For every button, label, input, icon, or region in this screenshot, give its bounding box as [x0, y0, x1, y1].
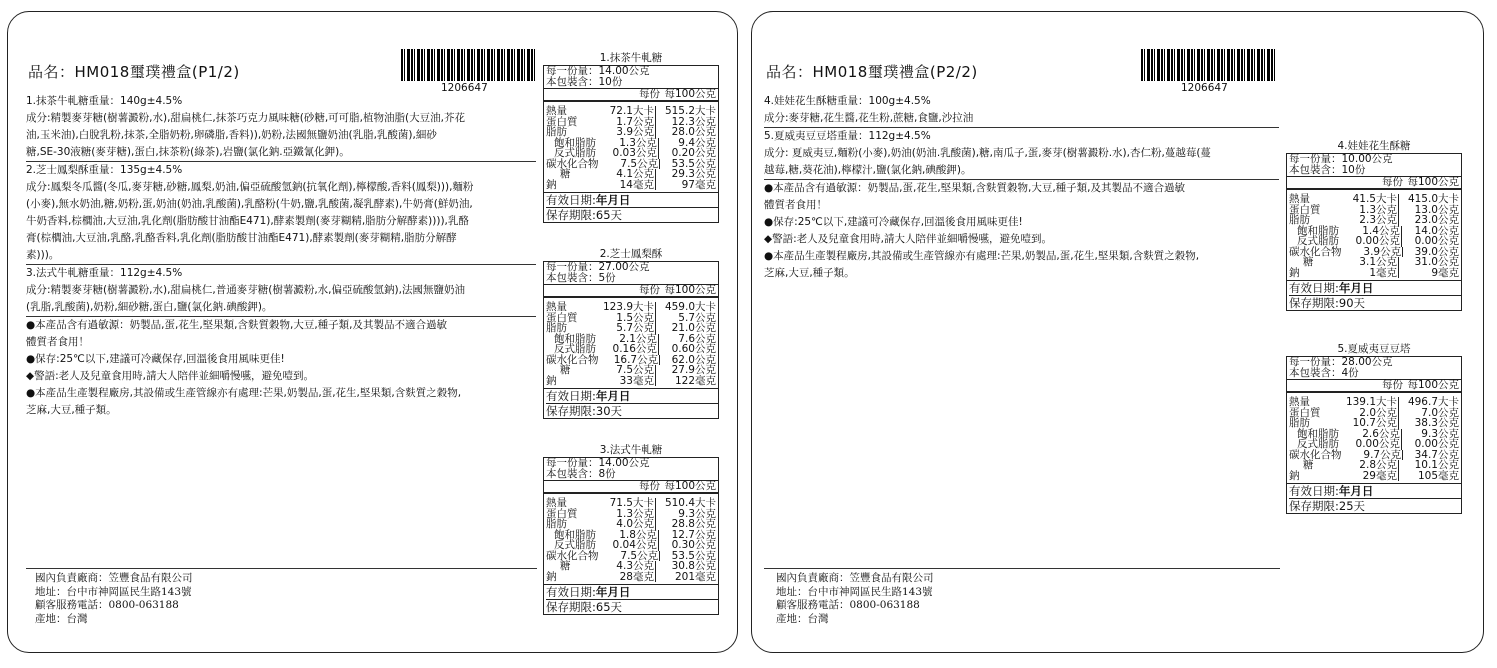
- shelf-life: 保存期限:65天: [546, 208, 623, 222]
- nutrient-label: 鈉: [1289, 469, 1300, 482]
- column-headers: [1287, 177, 1461, 190]
- expiry-date: [546, 585, 718, 600]
- nutrient-row: [544, 127, 718, 138]
- col-per-100g: 每100公克: [664, 88, 716, 100]
- expiry-info: [544, 389, 718, 418]
- notice-line: ◆警語:老人及兒童食用時,請大人陪伴並細嚼慢嚥，避免噎到。: [26, 370, 314, 382]
- nutrition-facts-box: [543, 52, 719, 223]
- ingredient-line: 成分:精製麥芽糖(樹薯澱粉,水),甜扁桃仁,普通麥芽糖(樹薯澱粉,水,偏亞硫酸氫鈉),法國無鹽奶油: [26, 284, 465, 296]
- nutrient-label: 糖: [1303, 256, 1314, 268]
- value-per-100g: 9.3公克: [678, 507, 716, 520]
- column-headers: [544, 285, 718, 298]
- nutrient-label: 飽和脂肪: [554, 136, 596, 149]
- col-per-serving: 每份: [639, 284, 660, 296]
- value-per-serving: 4.3公克: [590, 561, 656, 572]
- value-per-serving: 33毫克: [590, 376, 656, 387]
- column-headers: [1287, 380, 1461, 393]
- ingredient-line: 越莓,糖,葵花油),檸檬汁,鹽(氯化鈉,碘酸鉀)。: [764, 164, 972, 176]
- nutrient-label: 脂肪: [1289, 214, 1310, 226]
- footer-divider: [26, 568, 537, 569]
- section-heading: 1.抹茶牛軋糖重量：140g±4.5%: [26, 95, 183, 107]
- nutrient-rows: [544, 298, 718, 389]
- nutrient-label: 熱量: [1289, 396, 1310, 408]
- value-per-serving: 1.4公克: [1339, 226, 1402, 237]
- value-per-100g: 27.9公克: [671, 364, 716, 376]
- value-per-serving: 123.9大卡: [590, 302, 656, 313]
- expiry-label: 有效日期:: [1289, 484, 1339, 498]
- nutrient-rows: [544, 494, 718, 585]
- nutrition-table: [1286, 356, 1462, 514]
- servings-per-package: 本包裝含：10份: [544, 77, 718, 89]
- expiry-info: [544, 585, 718, 614]
- nutrient-row: [544, 498, 718, 509]
- barcode-image: [401, 49, 537, 81]
- nutrient-label: 鈉: [546, 570, 557, 583]
- value-per-100g: 7.6公克: [678, 332, 716, 345]
- notice-line: 體質者食用！: [26, 336, 89, 348]
- value-per-serving: 1.8公克: [596, 530, 659, 541]
- nutrient-row: [1287, 215, 1461, 226]
- nutrient-label: 反式脂肪: [554, 539, 596, 551]
- value-per-100g: 30.8公克: [671, 560, 716, 572]
- value-per-serving: 0.04公克: [596, 540, 659, 551]
- nutrition-table: [543, 261, 719, 419]
- nutrient-row: [544, 540, 718, 551]
- nutrition-table: [543, 457, 719, 615]
- nutrient-label: 飽和脂肪: [1297, 427, 1339, 440]
- ingredient-section: [26, 265, 536, 317]
- nutrient-label: 鈉: [546, 374, 557, 387]
- ingredient-section: [26, 93, 536, 162]
- value-per-serving: 72.1大卡: [590, 106, 656, 117]
- nutrient-row: [1287, 418, 1461, 429]
- nutrient-label: 脂肪: [546, 126, 567, 138]
- value-per-serving: 7.5公克: [590, 365, 656, 376]
- nutrient-label: 反式脂肪: [554, 147, 596, 159]
- value-per-100g: 0.00公克: [1414, 438, 1459, 450]
- nutrient-label: 碳水化合物: [546, 157, 599, 170]
- product-title: 品名：HM018璽璞禮盒(P2/2): [766, 63, 978, 81]
- nutrient-label: 脂肪: [1289, 417, 1310, 429]
- nutrient-label: 飽和脂肪: [554, 528, 596, 541]
- value-per-100g: 122毫克: [674, 374, 716, 387]
- nutrient-label: 糖: [560, 560, 571, 572]
- column-headers: [544, 89, 718, 102]
- col-per-serving: 每份: [1382, 176, 1403, 188]
- barcode-number: 1206647: [1181, 82, 1228, 94]
- value-per-serving: 1毫克: [1333, 268, 1399, 279]
- section-heading: 2.芝士鳳梨酥重量：135g±4.5%: [26, 164, 183, 176]
- ingredients-area: [764, 93, 1279, 282]
- ingredient-section: [764, 128, 1279, 180]
- value-per-100g: 28.0公克: [671, 126, 716, 138]
- address-line: 地址：台中市神岡區民生路143號: [35, 585, 192, 598]
- expiry-label: 有效日期:: [1289, 281, 1339, 295]
- phone-line: 顧客服務電話：0800-063188: [776, 599, 920, 611]
- label-panel-2: [751, 11, 1484, 653]
- nutrient-label: 熱量: [1289, 193, 1310, 205]
- nutrition-facts-box: [543, 248, 719, 419]
- nutrient-label: 飽和脂肪: [554, 332, 596, 345]
- nutrient-row: [544, 169, 718, 180]
- notice-line: 芝麻,大豆,種子類。: [26, 404, 117, 416]
- ingredient-line: 成分: 夏威夷豆,麵粉(小麥),奶油(奶油.乳酸菌),糖,南瓜子,蛋,麥芽(樹薯澱粉.水),杏仁粉,蔓越莓(蔓: [764, 147, 1211, 159]
- notice-line: ◆警語:老人及兒童食用時,請大人陪伴並細嚼慢嚥，避免噎到。: [764, 233, 1052, 245]
- notice-line: ●本產品含有過敏源：奶製品,蛋,花生,堅果類,含麩質穀物,大豆,種子類,及其製品不適合過敏: [764, 182, 1186, 194]
- value-per-100g: 10.1公克: [1414, 459, 1459, 471]
- value-per-100g: 9.4公克: [678, 136, 716, 149]
- nutrient-row: [544, 323, 718, 334]
- nutrient-row: [544, 106, 718, 117]
- value-per-serving: 3.1公克: [1333, 257, 1399, 268]
- value-per-serving: 5.7公克: [590, 323, 656, 334]
- notice-line: ●保存:25℃以下,建議可冷藏保存,回溫後食用風味更佳!: [26, 353, 285, 365]
- value-per-serving: 4.0公克: [590, 519, 656, 530]
- ingredient-line: 成分:麥芽糖,花生醬,花生粉,蔗糖,食鹽,沙拉油: [764, 112, 974, 124]
- nutrient-label: 糖: [1303, 459, 1314, 471]
- section-heading: 4.娃娃花生酥糖重量：100g±4.5%: [764, 95, 931, 107]
- value-per-serving: 139.1大卡: [1333, 397, 1399, 408]
- manufacturer-info: [35, 572, 193, 626]
- value-per-100g: 0.60公克: [671, 343, 716, 355]
- nutrient-label: 蛋白質: [546, 507, 578, 520]
- nutrient-label: 脂肪: [546, 322, 567, 334]
- nutrient-label: 蛋白質: [546, 115, 578, 128]
- section-heading: 3.法式牛軋糖重量：112g±4.5%: [26, 267, 183, 279]
- value-per-100g: 510.4大卡: [664, 497, 716, 509]
- origin-line: 產地：台灣: [35, 612, 88, 625]
- value-per-serving: 71.5大卡: [590, 498, 656, 509]
- ingredient-line: 牛奶香料,棕櫚油,大豆油,乳化劑(脂肪酸甘油酯E471),酵素製劑(麥芽糊精,脂肪分解酵素)))),乳酪: [26, 215, 469, 227]
- serving-size: 每一份量：14.00公克: [546, 457, 650, 469]
- servings-per-package: 本包裝含：8份: [544, 469, 718, 481]
- expiry-label: 有效日期:: [546, 193, 596, 207]
- nutrient-row: [1287, 471, 1461, 482]
- value-per-100g: 29.3公克: [671, 168, 716, 180]
- value-per-100g: 12.3公克: [671, 115, 716, 128]
- nutrient-label: 蛋白質: [1289, 406, 1321, 419]
- serving-size: 每一份量：10.00公克: [1289, 153, 1393, 165]
- notice-line: 體質者食用！: [764, 199, 827, 211]
- value-per-serving: 0.00公克: [1339, 439, 1402, 450]
- notice-line: 芝麻,大豆,種子類。: [764, 267, 855, 279]
- product-title: 品名：HM018璽璞禮盒(P1/2): [28, 63, 240, 81]
- ingredient-line: 成分:精製麥芽糖(樹薯澱粉,水),甜扁桃仁,抹茶巧克力風味糖(砂糖,可可脂,植物油脂(大豆油,芥花: [26, 112, 465, 124]
- ingredient-line: (小麥),無水奶油,糖,奶粉,蛋,奶油(奶油,乳酸菌),乳酪粉(牛奶,鹽,乳酸菌,凝乳酵素),牛奶膏(鮮奶油,: [26, 198, 473, 210]
- nutrient-row: [544, 180, 718, 191]
- nutrient-rows: [544, 102, 718, 193]
- nutrient-label: 反式脂肪: [1297, 235, 1339, 247]
- nutrient-rows: [1287, 190, 1461, 281]
- ingredient-line: 糖,SE-30液糖(麥芽糖),蛋白,抹茶粉(綠茶),岩鹽(氯化鈉.亞鐵氰化鉀)。: [26, 146, 350, 158]
- nutrient-rows: [1287, 393, 1461, 484]
- value-per-100g: 9毫克: [1431, 266, 1459, 279]
- expiry-value: 年月日: [1338, 281, 1374, 295]
- value-per-serving: 29毫克: [1333, 471, 1399, 482]
- expiry-label: 有效日期:: [546, 389, 596, 403]
- value-per-serving: 28毫克: [590, 572, 656, 583]
- value-per-100g: 62.0公克: [671, 353, 716, 366]
- expiry-date: [1289, 484, 1461, 499]
- value-per-serving: 2.8公克: [1333, 460, 1399, 471]
- ingredient-line: 油,玉米油),白脫乳粉,抹茶,全脂奶粉,卵磷脂,香料)),奶粉,法國無鹽奶油(乳脂,乳酸菌),細砂: [26, 129, 437, 141]
- value-per-100g: 0.00公克: [1414, 235, 1459, 247]
- value-per-serving: 2.6公克: [1339, 429, 1402, 440]
- notice-line: ●保存:25℃以下,建議可冷藏保存,回溫後食用風味更佳!: [764, 216, 1023, 228]
- value-per-serving: 2.1公克: [596, 334, 659, 345]
- value-per-100g: 97毫克: [681, 178, 716, 191]
- nutrient-row: [1287, 194, 1461, 205]
- nutrition-title: 1.抹茶牛軋糖: [599, 52, 663, 64]
- nutrient-label: 鈉: [546, 178, 557, 191]
- ingredients-area: [26, 93, 536, 419]
- nutrient-row: [544, 344, 718, 355]
- nutrient-row: [544, 365, 718, 376]
- value-per-100g: 415.0大卡: [1407, 193, 1459, 205]
- value-per-100g: 53.5公克: [671, 157, 716, 170]
- shelf-life: 保存期限:30天: [546, 404, 623, 418]
- value-per-100g: 515.2大卡: [664, 105, 716, 117]
- nutrient-label: 反式脂肪: [554, 343, 596, 355]
- ingredient-line: 膏(棕櫚油,大豆油,乳酪,乳酪香料,乳化劑(脂肪酸甘油酯E471),酵素製劑(麥芽糊精,脂肪分解酵: [26, 232, 457, 244]
- expiry-date: [546, 389, 718, 404]
- value-per-serving: 4.1公克: [590, 169, 656, 180]
- value-per-100g: 13.0公克: [1414, 203, 1459, 216]
- shelf-life: 保存期限:65天: [546, 600, 623, 614]
- value-per-serving: 41.5大卡: [1333, 194, 1399, 205]
- nutrient-row: [544, 376, 718, 387]
- value-per-100g: 31.0公克: [1414, 256, 1459, 268]
- expiry-value: 年月日: [595, 585, 631, 599]
- value-per-serving: 7.5公克: [599, 159, 661, 170]
- value-per-serving: 1.7公克: [590, 117, 656, 128]
- value-per-100g: 0.30公克: [671, 539, 716, 551]
- column-headers: [544, 481, 718, 494]
- ingredient-section: [764, 93, 1279, 128]
- notice-line: ●本產品生產製程廠房,其設備或生產管線亦有處理:芒果,奶製品,蛋,花生,堅果類,含麩質之穀物,: [26, 387, 462, 399]
- value-per-100g: 34.7公克: [1414, 448, 1459, 461]
- serving-size: 每一份量：27.00公克: [546, 261, 650, 273]
- serving-size: 每一份量：14.00公克: [546, 65, 650, 77]
- expiry-date: [1289, 281, 1461, 296]
- value-per-100g: 105毫克: [1417, 469, 1459, 482]
- col-per-serving: 每份: [639, 88, 660, 100]
- value-per-100g: 9.3公克: [1421, 427, 1459, 440]
- ingredient-line: 素)))。: [26, 249, 60, 261]
- nutrient-label: 碳水化合物: [546, 353, 599, 366]
- address-line: 地址：台中市神岡區民生路143號: [776, 585, 933, 598]
- value-per-100g: 5.7公克: [678, 311, 716, 324]
- nutrient-label: 碳水化合物: [1289, 448, 1342, 461]
- value-per-serving: 0.16公克: [596, 344, 659, 355]
- col-per-100g: 每100公克: [1407, 176, 1459, 188]
- nutrient-row: [1287, 236, 1461, 247]
- expiry-value: 年月日: [1338, 484, 1374, 498]
- value-per-100g: 53.5公克: [671, 549, 716, 562]
- nutrient-row: [544, 302, 718, 313]
- value-per-100g: 21.0公克: [671, 322, 716, 334]
- nutrition-title: 4.娃娃花生酥糖: [1337, 140, 1411, 152]
- nutrient-label: 熱量: [546, 105, 567, 117]
- nutrient-label: 碳水化合物: [1289, 245, 1342, 258]
- col-per-100g: 每100公克: [1407, 379, 1459, 391]
- manufacturer-info: [776, 572, 934, 626]
- value-per-serving: 16.7公克: [599, 355, 661, 366]
- value-per-serving: 2.3公克: [1333, 215, 1399, 226]
- value-per-100g: 496.7大卡: [1407, 396, 1459, 408]
- value-per-serving: 1.3公克: [1333, 205, 1399, 216]
- nutrient-label: 熱量: [546, 497, 567, 509]
- nutrition-facts-box: [1286, 140, 1462, 311]
- serving-size: 每一份量：28.00公克: [1289, 356, 1393, 368]
- notice-line: ●本產品生產製程廠房,其設備或生產管線亦有處理:芒果,奶製品,蛋,花生,堅果類,含麩質之穀物,: [764, 250, 1200, 262]
- nutrition-title: 5.夏威夷豆豆塔: [1337, 343, 1411, 355]
- value-per-serving: 3.9公克: [1342, 247, 1404, 258]
- nutrient-row: [1287, 257, 1461, 268]
- value-per-100g: 39.0公克: [1414, 245, 1459, 258]
- footer-divider: [764, 568, 1280, 569]
- value-per-serving: 1.5公克: [590, 313, 656, 324]
- expiry-value: 年月日: [595, 389, 631, 403]
- col-per-serving: 每份: [639, 480, 660, 492]
- nutrient-label: 蛋白質: [1289, 203, 1321, 216]
- notice-line: ●本產品含有過敏源：奶製品,蛋,花生,堅果類,含麩質穀物,大豆,種子類,及其製品不適合過敏: [26, 319, 448, 331]
- expiry-value: 年月日: [595, 193, 631, 207]
- col-per-serving: 每份: [1382, 379, 1403, 391]
- nutrition-title: 3.法式牛軋糖: [599, 444, 663, 456]
- value-per-100g: 459.0大卡: [664, 301, 716, 313]
- value-per-100g: 0.20公克: [671, 147, 716, 159]
- ingredient-section: [26, 162, 536, 265]
- value-per-serving: 0.03公克: [596, 148, 659, 159]
- phone-line: 顧客服務電話：0800-063188: [35, 599, 179, 611]
- servings-per-package: 本包裝含：5份: [544, 273, 718, 285]
- col-per-100g: 每100公克: [664, 284, 716, 296]
- nutrient-row: [1287, 460, 1461, 471]
- value-per-100g: 7.0公克: [1421, 406, 1459, 419]
- value-per-100g: 12.7公克: [671, 528, 716, 541]
- ingredient-line: (乳脂,乳酸菌),奶粉,細砂糖,蛋白,鹽(氯化鈉.碘酸鉀)。: [26, 301, 273, 313]
- nutrient-row: [1287, 397, 1461, 408]
- barcode-number: 1206647: [441, 82, 488, 94]
- value-per-serving: 7.5公克: [599, 551, 661, 562]
- manufacturer-line: 國內負責廠商：笠豐食品有限公司: [776, 572, 934, 584]
- nutrient-row: [1287, 439, 1461, 450]
- value-per-100g: 201毫克: [674, 570, 716, 583]
- section-heading: 5.夏威夷豆豆塔重量：112g±4.5%: [764, 130, 931, 142]
- nutrient-label: 鈉: [1289, 266, 1300, 279]
- value-per-serving: 10.7公克: [1333, 418, 1399, 429]
- expiry-info: [1287, 484, 1461, 513]
- servings-per-package: 本包裝含：4份: [1287, 368, 1461, 380]
- value-per-100g: 14.0公克: [1414, 224, 1459, 237]
- expiry-info: [544, 193, 718, 222]
- servings-per-package: 本包裝含：10份: [1287, 165, 1461, 177]
- nutrient-label: 糖: [560, 168, 571, 180]
- nutrient-label: 糖: [560, 364, 571, 376]
- nutrition-table: [1286, 153, 1462, 311]
- value-per-100g: 28.8公克: [671, 518, 716, 530]
- expiry-info: [1287, 281, 1461, 310]
- value-per-serving: 0.00公克: [1339, 236, 1402, 247]
- nutrient-label: 熱量: [546, 301, 567, 313]
- value-per-serving: 14毫克: [590, 180, 656, 191]
- nutrient-label: 碳水化合物: [546, 549, 599, 562]
- col-per-100g: 每100公克: [664, 480, 716, 492]
- value-per-serving: 1.3公克: [590, 509, 656, 520]
- origin-line: 產地：台灣: [776, 612, 829, 625]
- nutrient-label: 蛋白質: [546, 311, 578, 324]
- nutrient-row: [544, 519, 718, 530]
- value-per-serving: 2.0公克: [1333, 408, 1399, 419]
- manufacturer-line: 國內負責廠商：笠豐食品有限公司: [35, 572, 193, 584]
- ingredient-line: 成分:鳳梨冬瓜醬(冬瓜,麥芽糖,砂糖,鳳梨,奶油,偏亞硫酸氫鈉(抗氧化劑),檸檬酸,香料(鳳梨))),麵粉: [26, 181, 474, 193]
- value-per-serving: 3.9公克: [590, 127, 656, 138]
- expiry-date: [546, 193, 718, 208]
- nutrient-row: [544, 561, 718, 572]
- nutrition-title: 2.芝士鳳梨酥: [599, 248, 663, 260]
- nutrition-facts-box: [543, 444, 719, 615]
- nutrient-label: 脂肪: [546, 518, 567, 530]
- nutrient-label: 反式脂肪: [1297, 438, 1339, 450]
- nutrient-row: [544, 148, 718, 159]
- expiry-label: 有效日期:: [546, 585, 596, 599]
- nutrition-facts-box: [1286, 343, 1462, 514]
- nutrient-row: [544, 572, 718, 583]
- value-per-serving: 9.7公克: [1342, 450, 1404, 461]
- value-per-100g: 23.0公克: [1414, 214, 1459, 226]
- nutrient-row: [1287, 268, 1461, 279]
- barcode-image: [1141, 49, 1277, 81]
- value-per-serving: 1.3公克: [596, 138, 659, 149]
- shelf-life: 保存期限:25天: [1289, 499, 1366, 513]
- value-per-100g: 38.3公克: [1414, 417, 1459, 429]
- nutrition-table: [543, 65, 719, 223]
- shelf-life: 保存期限:90天: [1289, 296, 1366, 310]
- nutrient-label: 飽和脂肪: [1297, 224, 1339, 237]
